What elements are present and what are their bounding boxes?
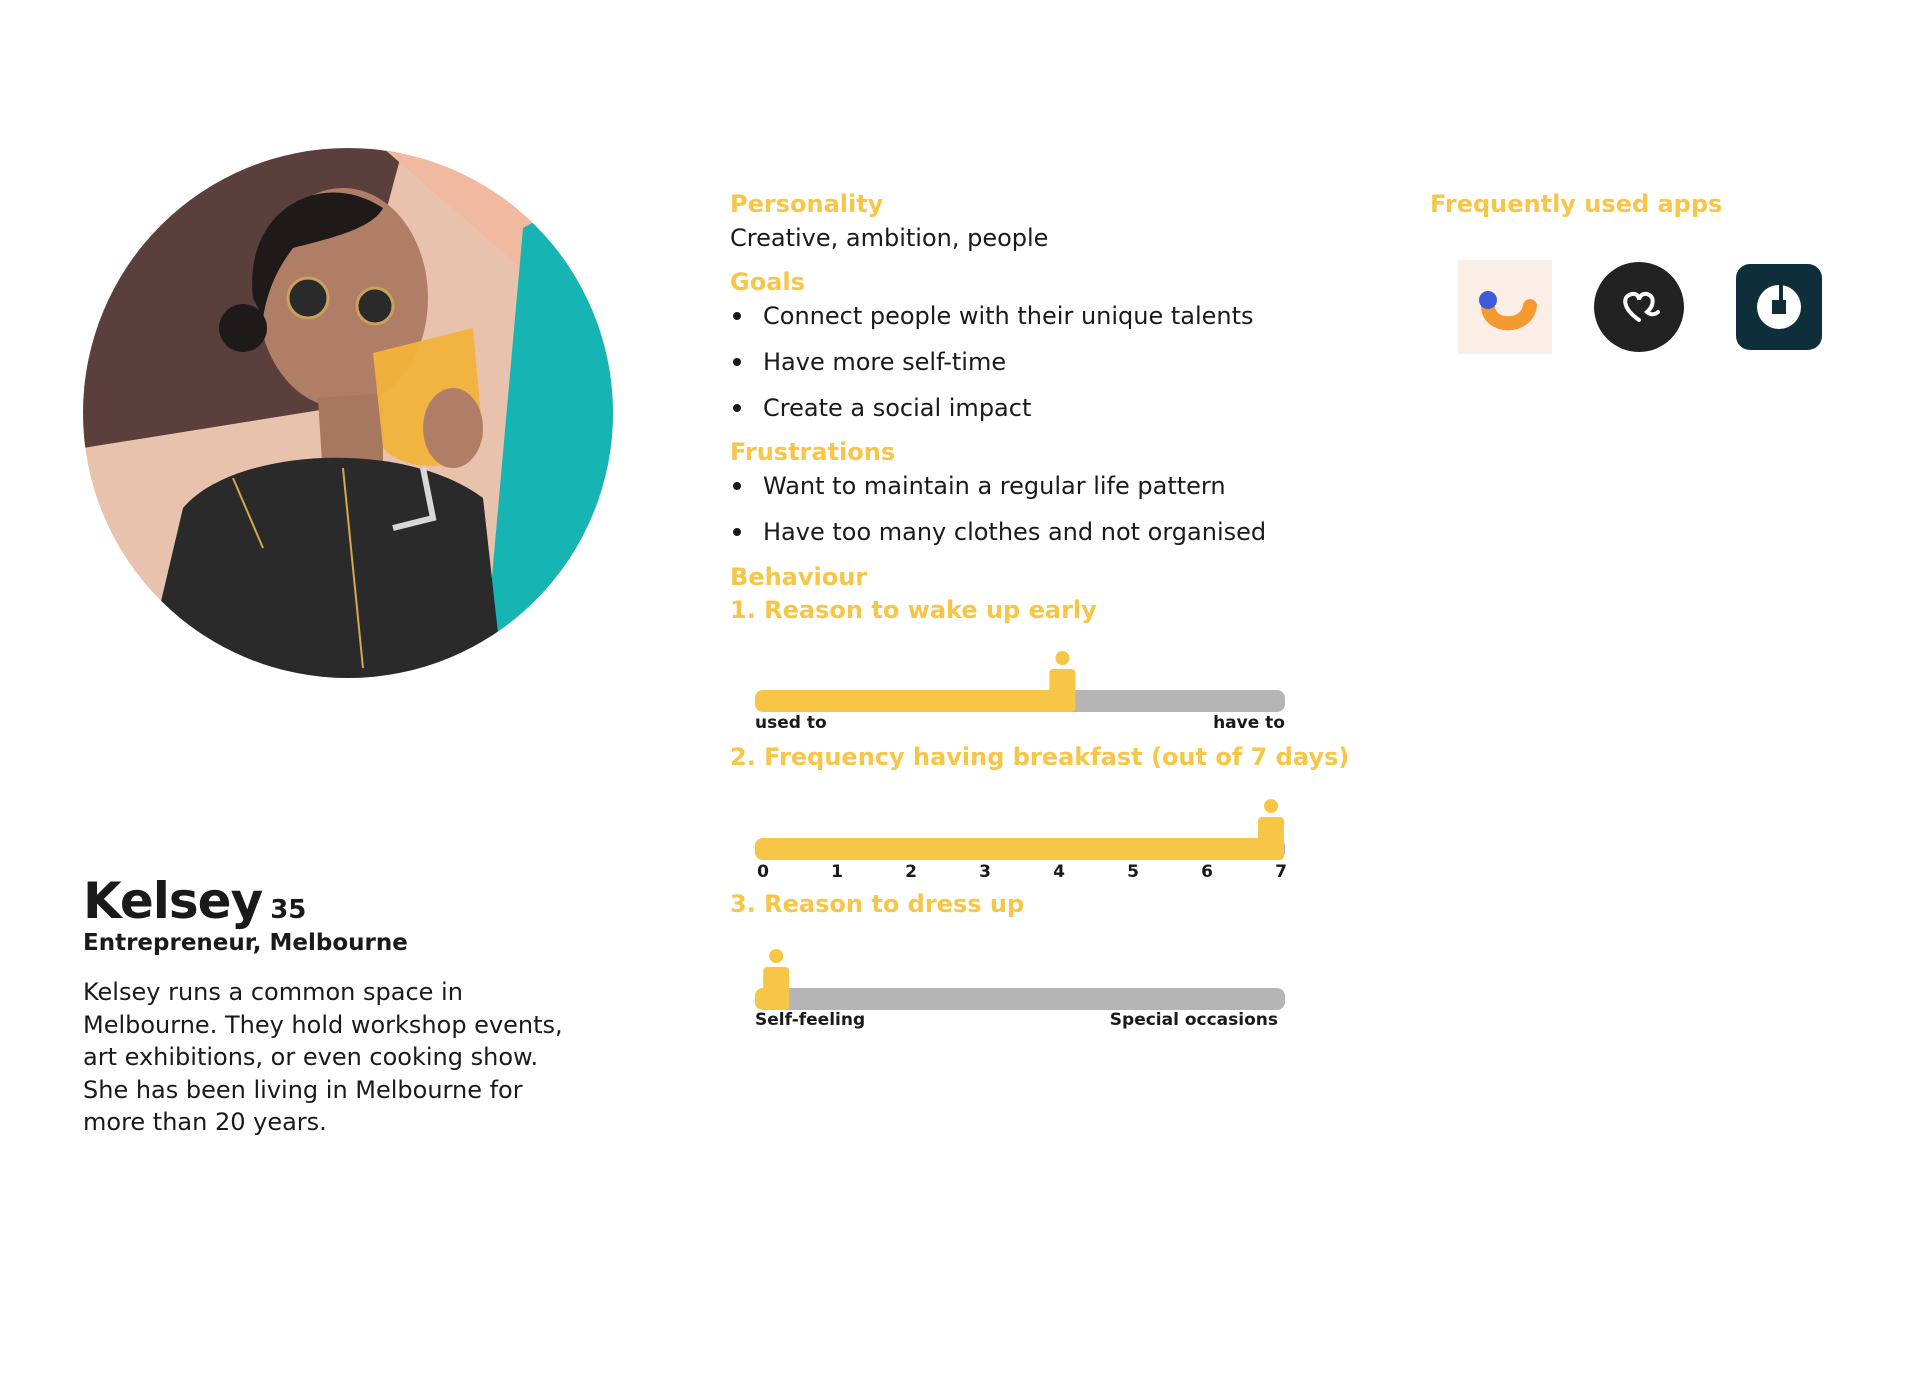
scale-tick-label: 3 bbox=[979, 862, 991, 882]
scale-right-label: have to bbox=[1213, 713, 1285, 733]
scale-title: 1. Reason to wake up early bbox=[730, 596, 1097, 624]
heart-chat-app-icon[interactable] bbox=[1592, 260, 1686, 354]
behaviour-heading: Behaviour bbox=[730, 563, 868, 591]
scale-marker-head bbox=[1264, 799, 1278, 813]
scale-left-label: Self-feeling bbox=[755, 1010, 866, 1030]
goals-heading: Goals bbox=[730, 268, 805, 296]
scale-title: 3. Reason to dress up bbox=[730, 890, 1025, 918]
scale-marker-body bbox=[1258, 817, 1284, 860]
persona-name-row bbox=[83, 872, 306, 930]
orange-smile-app-icon[interactable] bbox=[1458, 260, 1552, 354]
persona-age: 35 bbox=[270, 895, 307, 925]
goal-item: Connect people with their unique talents bbox=[730, 302, 1254, 348]
scale-tick-label: 4 bbox=[1053, 862, 1065, 882]
woman-drinking-beer-photo bbox=[83, 148, 613, 678]
scale-tick-label: 2 bbox=[905, 862, 917, 882]
frustration-item: Have too many clothes and not organised bbox=[730, 518, 1266, 564]
scale-tick-label: 7 bbox=[1275, 862, 1287, 882]
uber-app-icon[interactable] bbox=[1732, 260, 1826, 354]
scale-tick-label: 0 bbox=[757, 862, 769, 882]
personality-heading: Personality bbox=[730, 190, 884, 218]
scale-right-label: Special occasions bbox=[1109, 1010, 1278, 1030]
breakfast-scale bbox=[755, 788, 1287, 882]
persona-photo bbox=[83, 148, 613, 678]
scale-marker-body bbox=[1049, 669, 1075, 712]
goal-item: Create a social impact bbox=[730, 394, 1254, 440]
persona-bio: Kelsey runs a common space in Melbourne. They hold workshop events, art exhibitions, or even cooking show. She has been living in Melbourne for more than 20 years. bbox=[83, 978, 563, 1136]
scale-marker-body bbox=[763, 967, 789, 1010]
scale-tick-label: 6 bbox=[1201, 862, 1213, 882]
scale-track bbox=[755, 640, 1285, 730]
scale-fill bbox=[755, 690, 1066, 712]
scale-tick-label: 5 bbox=[1127, 862, 1139, 882]
scale-tick-label: 1 bbox=[831, 862, 843, 882]
goals-list bbox=[730, 302, 1254, 440]
goal-item: Have more self-time bbox=[730, 348, 1254, 394]
scale-fill bbox=[755, 838, 1275, 860]
persona-sidebar bbox=[0, 0, 677, 1376]
scale-title: 2. Frequency having breakfast (out of 7 days) bbox=[730, 743, 1350, 771]
scale-marker-head bbox=[769, 949, 783, 963]
scale-marker-head bbox=[1055, 651, 1069, 665]
frustration-item: Want to maintain a regular life pattern bbox=[730, 472, 1266, 518]
apps-heading: Frequently used apps bbox=[1430, 190, 1723, 218]
persona-role: Entrepreneur, Melbourne bbox=[83, 930, 408, 956]
wake-up-scale bbox=[755, 640, 1285, 733]
frustrations-heading: Frustrations bbox=[730, 438, 896, 466]
personality-text: Creative, ambition, people bbox=[730, 224, 1049, 252]
dress-up-scale bbox=[755, 938, 1285, 1028]
scale-left-label: used to bbox=[755, 713, 827, 733]
frustrations-list bbox=[730, 472, 1266, 564]
persona-name: Kelsey bbox=[83, 872, 263, 930]
scale-track-bg bbox=[755, 988, 1285, 1010]
